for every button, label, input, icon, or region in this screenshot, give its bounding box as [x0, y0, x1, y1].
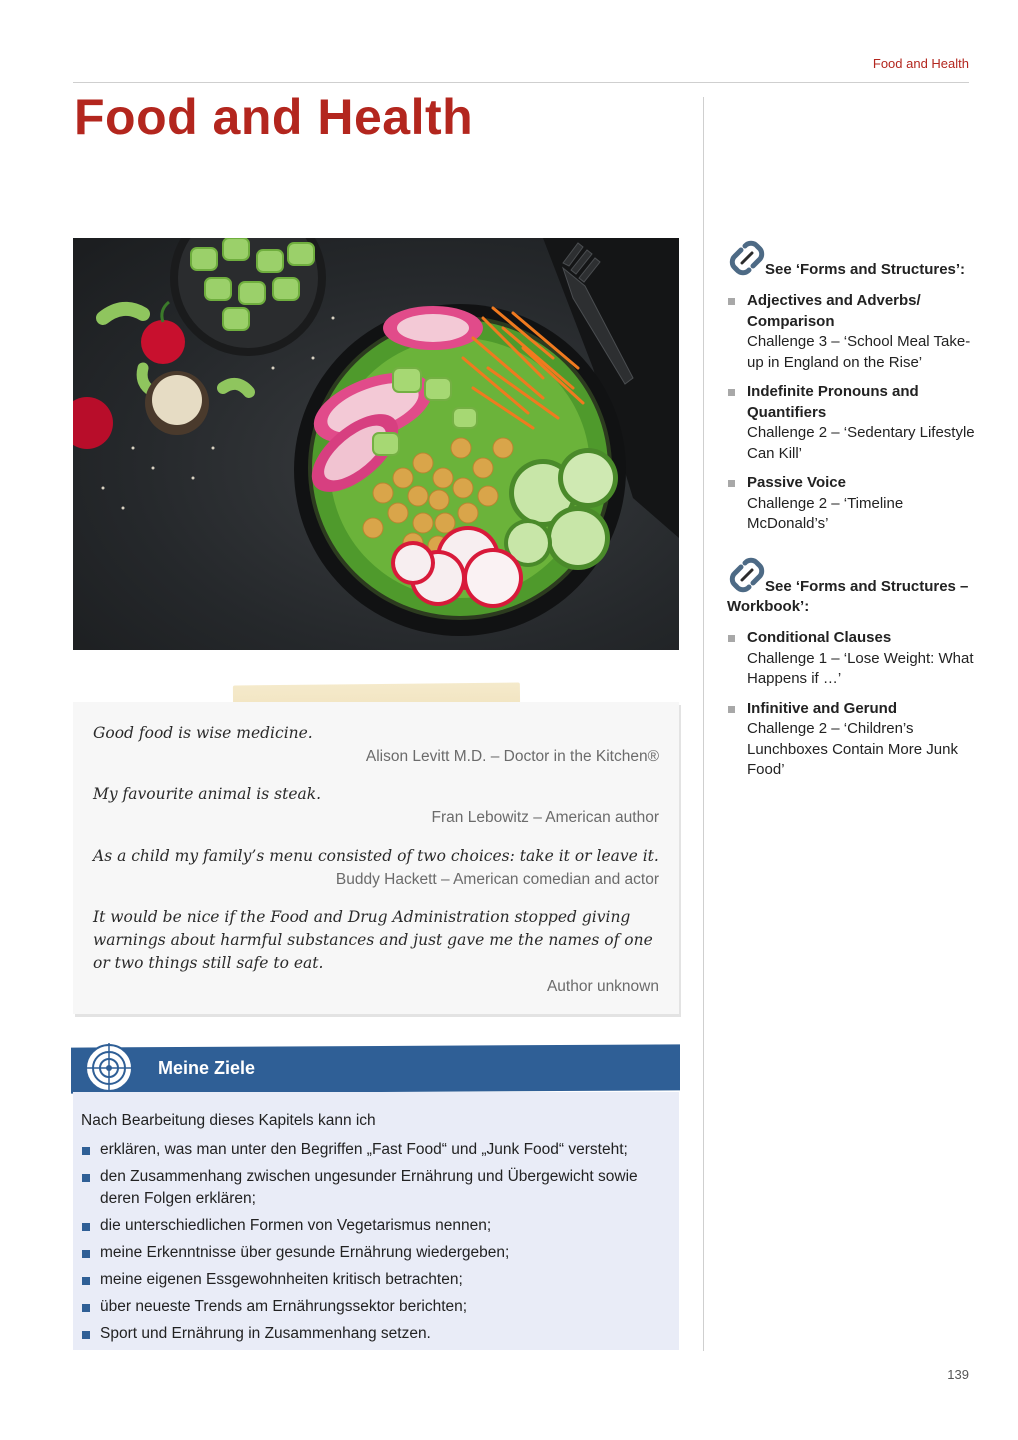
quote-text: It would be nice if the Food and Drug Administration stopped giving warnings about harmful substances and just gave me the names of one or two things still safe to eat.	[93, 908, 653, 972]
bullet-icon	[728, 298, 735, 305]
topic-reference: Challenge 2 – ‘Sedentary Lifestyle Can Kill’	[747, 424, 975, 462]
bullet-icon	[728, 480, 735, 487]
goals-intro: Nach Bearbeitung dieses Kapitels kann ich	[81, 1112, 376, 1129]
topic-title: Adjectives and Adverbs/ Comparison	[747, 292, 921, 330]
quote-1	[93, 722, 659, 768]
salad-bowl-photo	[73, 238, 679, 650]
list-item	[81, 1166, 673, 1210]
list-item-text: meine Erkenntnisse über gesunde Ernährung wiedergeben;	[100, 1244, 510, 1261]
goals-list	[81, 1139, 673, 1350]
bullet-icon	[82, 1223, 90, 1231]
list-item-text: meine eigenen Essgewohnheiten kritisch betrachten;	[100, 1271, 463, 1288]
topic-reference: Challenge 3 – ‘School Meal Take-up in England on the Rise’	[747, 333, 971, 371]
bullet-icon	[82, 1277, 90, 1285]
list-item	[727, 628, 977, 690]
header-rule	[73, 82, 969, 83]
workbook-block	[727, 555, 977, 790]
quote-author: Buddy Hackett – American comedian and actor	[335, 871, 659, 888]
goals-heading: Meine Ziele	[158, 1058, 256, 1078]
page-number: 139	[947, 1367, 969, 1382]
bullet-icon	[82, 1147, 90, 1155]
quote-text: My favourite animal is steak.	[93, 785, 322, 803]
list-item-text: erklären, was man unter den Begriffen „Fast Food“ und „Junk Food“ versteht;	[100, 1141, 628, 1158]
topic-title: Infinitive and Gerund	[747, 699, 898, 717]
list-item	[81, 1139, 673, 1161]
forms-structures-block	[727, 238, 977, 544]
list-item	[81, 1296, 673, 1318]
bullet-icon	[82, 1304, 90, 1312]
workbook-list	[727, 628, 977, 781]
list-item	[81, 1269, 673, 1291]
list-item	[81, 1323, 673, 1345]
topic-title: Indefinite Pronouns and Quantifiers	[747, 383, 919, 421]
bullet-icon	[82, 1331, 90, 1339]
list-item-text: Sport und Ernährung in Zusammenhang setzen.	[100, 1325, 431, 1342]
quote-3	[93, 845, 659, 891]
quote-4	[93, 906, 659, 998]
topic-reference: Challenge 2 – ‘Timeline McDonald’s’	[747, 494, 904, 532]
list-item	[81, 1242, 673, 1264]
list-item	[81, 1215, 673, 1237]
list-item	[727, 473, 977, 535]
list-item-text: die unterschiedlichen Formen von Vegetarismus nennen;	[100, 1217, 492, 1234]
bullet-icon	[728, 706, 735, 713]
list-item	[727, 382, 977, 464]
bullet-icon	[728, 635, 735, 642]
quote-text: As a child my family’s menu consisted of two choices: take it or leave it.	[93, 847, 659, 865]
running-head: Food and Health	[872, 56, 969, 71]
target-icon	[84, 1043, 134, 1093]
bullet-icon	[728, 389, 735, 396]
column-divider	[703, 97, 704, 1351]
quote-author: Alison Levitt M.D. – Doctor in the Kitchen®	[365, 748, 659, 765]
quote-author: Author unknown	[546, 978, 659, 995]
quote-box	[73, 702, 679, 1014]
list-item-text: über neueste Trends am Ernährungssektor berichten;	[100, 1298, 468, 1315]
topic-title: Conditional Clauses	[747, 629, 892, 646]
quote-author: Fran Lebowitz – American author	[431, 809, 659, 826]
topic-reference: Challenge 2 – ‘Children’s Lunchboxes Contain More Junk Food’	[747, 720, 958, 778]
bullet-icon	[82, 1174, 90, 1182]
list-item	[727, 291, 977, 373]
topic-reference: Challenge 1 – ‘Lose Weight: What Happens if …’	[747, 649, 974, 687]
workbook-heading: See ‘Forms and Structures – Workbook’:	[727, 578, 969, 615]
bullet-icon	[82, 1250, 90, 1258]
list-item-text: den Zusammenhang zwischen ungesunder Ernährung und Übergewicht sowie deren Folgen erklären;	[100, 1168, 638, 1207]
list-item	[727, 699, 977, 781]
topic-title: Passive Voice	[747, 474, 846, 491]
goals-box	[73, 1092, 679, 1350]
forms-heading: See ‘Forms and Structures’:	[765, 261, 966, 278]
forms-list	[727, 291, 977, 535]
quote-text: Good food is wise medicine.	[93, 724, 313, 742]
quote-2	[93, 783, 659, 829]
page-title: Food and Health	[74, 89, 474, 145]
